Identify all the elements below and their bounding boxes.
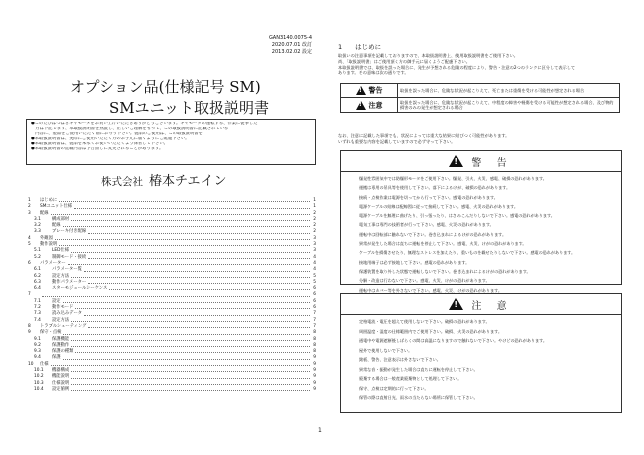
toc-page: 4 [313, 267, 316, 273]
caution-definition: 取扱を誤った場合に、危険な状況が起こりえて、中程度の障害や軽傷を受ける可能性が想定される場合、及び物的損害のみの発生が想定される場合 [398, 98, 620, 113]
toc-label: 設定値例 [52, 386, 70, 392]
toc-number: 6.2 [34, 273, 41, 279]
notice-line: 方は下記でまず、本取扱説明書を熟読し、正しいご理解をもって、この取扱説明書に記載されている [31, 126, 229, 131]
toc-leader [75, 307, 310, 309]
toc-leader [51, 213, 310, 215]
toc-label: 動作モード [52, 305, 74, 311]
toc-leader [109, 288, 310, 290]
warning-item: ● ケーブルを損傷させたり、無理なストレスを加えたり、重いものを載せたりしないで下さい。感電の恐れがあります。 [359, 248, 615, 257]
caution-item: ● 異常な音・振動が発生した場合は直ちに運転を停止して下さい。 [359, 365, 615, 375]
toc-number: 8 [28, 323, 31, 329]
warning-item: ● 接続・点検作業は電源を切ってから行って下さい。感電の恐れがあります。 [359, 193, 615, 202]
caution-item: ● 保管の際は直射日光、雨水の当たらない場所に保管して下さい。 [359, 393, 615, 403]
toc-number: 9.4 [34, 355, 41, 361]
caution-item: ● 屋外で使用しないで下さい。 [359, 346, 615, 356]
toc-leader [71, 389, 310, 391]
company-brand: 椿本チエイン [149, 174, 227, 189]
document-meta [269, 35, 312, 57]
toc-number: 9.2 [34, 342, 41, 348]
doc-title-line2: SMユニット取扱説明書 [109, 99, 270, 117]
note-line: なお、注意に記載した事項でも、状況によっては重大な結果に結びつく可能性があります。 [338, 133, 510, 138]
toc-number: 10.2 [34, 374, 44, 380]
toc-page: 5 [313, 279, 316, 285]
intro-line: 取扱いの注意事項を記載しておりますので、本取扱説明書上、使用取扱説明書をご使用下さい。 [338, 53, 518, 58]
table-of-contents [28, 197, 316, 392]
toc-label: パラメーター [40, 260, 66, 266]
toc-label: トラブルシューティング [40, 323, 87, 329]
toc-number: 7.4 [34, 317, 41, 323]
warning-item: ● 爆発性雰囲気中では防爆形モータをご使用下さい。爆発、引火、火災、感電、破損の恐れがあります。 [359, 174, 615, 183]
intro-paragraph [338, 53, 620, 76]
toc-leader [71, 339, 310, 341]
toc-leader [71, 219, 310, 221]
company-name [101, 170, 226, 189]
notice-line: ●本取扱説明書の記載内容は予告無しに変更されることがあります。 [31, 146, 164, 151]
toc-number: 10.3 [34, 380, 44, 386]
toc-page: 7 [313, 317, 316, 323]
section-heading: 1 はじめに [338, 43, 382, 51]
toc-label: 仕様説明 [52, 380, 70, 386]
doc-code: GAN3140.0075-4 [268, 35, 312, 41]
caution-item: ● 保守、点検は定期的に行って下さい。 [359, 384, 615, 394]
toc-page: 2 [313, 229, 316, 235]
toc-number: 6 [28, 260, 31, 266]
toc-number: 3.1 [34, 216, 41, 222]
toc-number: 10 [28, 361, 34, 367]
toc-number: 7 [28, 292, 31, 298]
toc-leader [71, 345, 310, 347]
toc-number: 7.2 [34, 305, 41, 311]
toc-label: 動作パラメーター [52, 279, 87, 285]
toc-label: 保護 [52, 355, 61, 361]
toc-page: 9 [313, 386, 316, 392]
notice-line: 内容に、製品をご使用いただく前にお守り下さい。製品のご使用は、この取扱説明書を [31, 131, 203, 136]
intro-line: 尚、「取扱説明書」はご使用頂く方の御手元に届くようご配慮下さい。 [338, 58, 470, 64]
warning-item: ● 電気工事は専門の技術者が行って下さい。感電、火災の恐れがあります。 [359, 220, 615, 229]
toc-label: 設定方法 [52, 317, 70, 323]
toc-label: 保護機能 [52, 336, 70, 342]
toc-number: 9 [28, 330, 31, 336]
intro-line: 本取扱説明書では、取扱を誤った場合に、発生が予想される危険の程度により、警告・注意の2つのランクに区分して表示して [338, 64, 576, 70]
toc-label: 外観図 [40, 235, 53, 241]
intro-line: あります。その意味は次の通りです。 [338, 70, 409, 76]
toc-number: 6.1 [34, 267, 41, 273]
toc-leader [71, 251, 310, 253]
notice-line: ●本取扱説明書は、製品を末永くお使いいただくよう保管して下さい。 [31, 141, 168, 146]
toc-page: 4 [313, 254, 316, 260]
toc-leader [71, 320, 310, 322]
creation-date: 2013.02.02 設定 [271, 49, 312, 56]
caution-item: ● 通電中や電源遮断後しばらくの間は高温になりますので触れないで下さい。やけどの恐れがあります。 [359, 336, 615, 346]
toc-label: スターモジュールシーケンス [52, 286, 108, 292]
warning-item: ● 保護装置を取り外した状態で運転しないで下さい。巻き込まれによるけがの恐れがあります。 [359, 267, 615, 276]
warning-item: ● 分解・改造は行わないで下さい。感電、火災、けがの恐れがあります。 [359, 276, 615, 285]
toc-page: 6 [313, 305, 316, 311]
toc-leader [88, 326, 310, 328]
toc-page: 3 [313, 248, 316, 254]
toc-label: 配線 [52, 223, 61, 229]
toc-label: 設定 [52, 298, 61, 304]
caution-box [340, 293, 622, 413]
toc-page: 7 [313, 311, 316, 317]
caution-item: ● 周囲温度・湿度の仕様範囲内でご使用下さい。破損、火災の恐れがあります。 [359, 327, 615, 337]
toc-label: 保護の種類 [52, 349, 74, 355]
toc-page: 8 [313, 336, 316, 342]
toc-page: 9 [313, 374, 316, 380]
warning-triangle-icon [449, 298, 463, 310]
toc-number: 9.1 [34, 336, 41, 342]
revision-date: 2020.07.01 改訂 [271, 42, 312, 49]
caution-label-cell: !注意 [341, 98, 398, 113]
table-row [341, 84, 620, 98]
warning-label-cell: !警告 [341, 84, 398, 98]
toc-label: 配線 [40, 210, 49, 216]
toc-leader [59, 244, 310, 246]
toc-label: 保守・点検 [40, 330, 62, 336]
toc-label: 機能説明 [52, 374, 70, 380]
toc-number: 9.3 [34, 349, 41, 355]
toc-label: 制御モード・接続 [52, 254, 87, 260]
caution-item: ● 定格電流・電圧を超えて使用しないで下さい。破損の恐れがあります。 [359, 317, 615, 327]
toc-label: LED仕様 [52, 248, 70, 254]
toc-leader [71, 377, 310, 379]
toc-leader [55, 238, 310, 240]
toc-page: 8 [313, 349, 316, 355]
toc-leader [63, 333, 310, 335]
toc-label: 動作説明 [40, 242, 58, 248]
toc-leader [71, 370, 310, 372]
toc-number: 3.3 [34, 229, 41, 235]
toc-number: 3 [28, 210, 31, 216]
toc-leader [68, 263, 310, 265]
table-row [341, 98, 620, 113]
toc-leader [71, 276, 310, 278]
toc-number: 10.1 [34, 368, 44, 374]
toc-page: 3 [313, 235, 316, 241]
toc-number: 1 [28, 198, 31, 203]
toc-page: 9 [313, 355, 316, 361]
notice-box [26, 119, 316, 165]
toc-entry [28, 386, 316, 392]
doc-title-line1: オプション品(仕様記号 SM) [70, 78, 261, 96]
notice-line: ●本取扱説明書は、実際にご使用いただく方のお手元に届くようにご配慮下さい。 [31, 136, 190, 141]
toc-page: 1 [313, 198, 316, 203]
toc-page: 2 [313, 223, 316, 229]
toc-leader [88, 232, 310, 234]
warning-triangle-icon [449, 155, 463, 167]
toc-number: 5.1 [34, 248, 41, 254]
toc-page: 5 [313, 273, 316, 279]
toc-label: 構成部材 [52, 216, 70, 222]
toc-leader [71, 383, 310, 385]
warning-list [341, 172, 621, 295]
toc-label: はじめに [40, 198, 58, 203]
warning-triangle-icon [356, 101, 366, 110]
toc-label: 仕様 [40, 361, 49, 367]
toc-label: ブレーキ付き配線 [52, 229, 87, 235]
warning-definition: 取扱を誤った場合に、危険な状況が起こりえて、死亡または重傷を受ける可能性が想定される場合 [398, 84, 620, 98]
warning-header: ! 警 告 [341, 151, 621, 172]
warning-box [340, 150, 622, 293]
warning-item: ● 運転中はカバー等を外さないで下さい。感電、火災、けがの恐れがあります。 [359, 286, 615, 295]
toc-page: 6 [313, 298, 316, 304]
note-paragraph [338, 133, 620, 144]
company-type: 株式会社 [101, 176, 143, 188]
toc-page: 2 [313, 216, 316, 222]
notice-line: ●このたびはつばきギヤモータをお買い上げいただきありがとうございます。ギヤモータの運転する、作業に従事した [31, 122, 258, 126]
toc-label: SMユニット仕様 [40, 204, 73, 210]
toc-leader [59, 200, 310, 202]
page-number: 1 [318, 427, 322, 434]
warning-item: ● 電源ケーブルの結線は配線図に従って接続して下さい。感電、火災の恐れがあります。 [359, 202, 615, 211]
toc-number: 3.2 [34, 223, 41, 229]
toc-page: 8 [313, 342, 316, 348]
toc-number: 6.3 [34, 279, 41, 285]
note-line: いずれも重要な内容を記載していますので必ず守って下さい。 [338, 138, 456, 144]
toc-leader [74, 207, 310, 209]
toc-number: 5.2 [34, 254, 41, 260]
toc-number: 7.3 [34, 311, 41, 317]
toc-leader [63, 358, 310, 360]
toc-label: 設定方法 [52, 273, 70, 279]
toc-page: 3 [313, 242, 316, 248]
warning-item: ● 接地用端子は必ず接地して下さい。感電の恐れがあります。 [359, 258, 615, 267]
toc-leader [51, 364, 310, 366]
toc-leader [42, 295, 310, 297]
caution-item: ● 廃棄する場合は一般産業廃棄物として処理して下さい。 [359, 374, 615, 384]
content-page [318, 0, 632, 455]
cover-page [14, 0, 314, 455]
warning-item: ● 運転中は回転部に触れないで下さい。巻き込まれによるけがの恐れがあります。 [359, 230, 615, 239]
toc-page: 4 [313, 260, 316, 266]
toc-page: 1 [313, 204, 316, 210]
toc-number: 7.1 [34, 298, 41, 304]
warning-item: ● 電源ケーブルを無理に曲げたり、引っ張ったり、はさみこんだりしないで下さい。感電の恐れがあります。 [359, 211, 615, 220]
caution-list [341, 315, 621, 403]
toc-label: パラメーター覧 [52, 267, 82, 273]
toc-leader [63, 225, 310, 227]
toc-label: 保護動作 [52, 342, 70, 348]
toc-page: 7 [313, 323, 316, 329]
toc-label: 読み込みデータ [52, 311, 83, 317]
toc-number: 2 [28, 204, 31, 210]
toc-page: 8 [313, 330, 316, 336]
toc-leader [75, 351, 310, 353]
toc-number: 6.4 [34, 286, 41, 292]
toc-page: 2 [313, 210, 316, 216]
warning-item: ● 運搬は専用の吊具等を使用して下さい。落下によるけが、破損の恐れがあります。 [359, 183, 615, 192]
hazard-definition-table [340, 83, 620, 113]
toc-page: 9 [313, 368, 316, 374]
toc-page: 9 [313, 380, 316, 386]
toc-number: 4 [28, 235, 31, 241]
toc-leader [84, 314, 310, 316]
warning-triangle-icon [356, 86, 366, 95]
toc-page: 6 [313, 292, 316, 298]
toc-leader [63, 301, 310, 303]
toc-page: 6 [313, 286, 316, 292]
toc-page: 9 [313, 361, 316, 367]
toc-leader [88, 257, 310, 259]
warning-item: ● 異常が発生した場合は直ちに運転を停止して下さい。感電、火災、けがの恐れがあります。 [359, 239, 615, 248]
toc-leader [88, 282, 310, 284]
toc-label: 機器構成 [52, 368, 70, 374]
toc-number: 5 [28, 242, 31, 248]
toc-number: 10.4 [34, 386, 44, 392]
caution-header: ! 注 意 [341, 294, 621, 315]
toc-leader [84, 270, 310, 272]
caution-item: ● 銘板、警告、注意表示は外さないで下さい。 [359, 355, 615, 365]
